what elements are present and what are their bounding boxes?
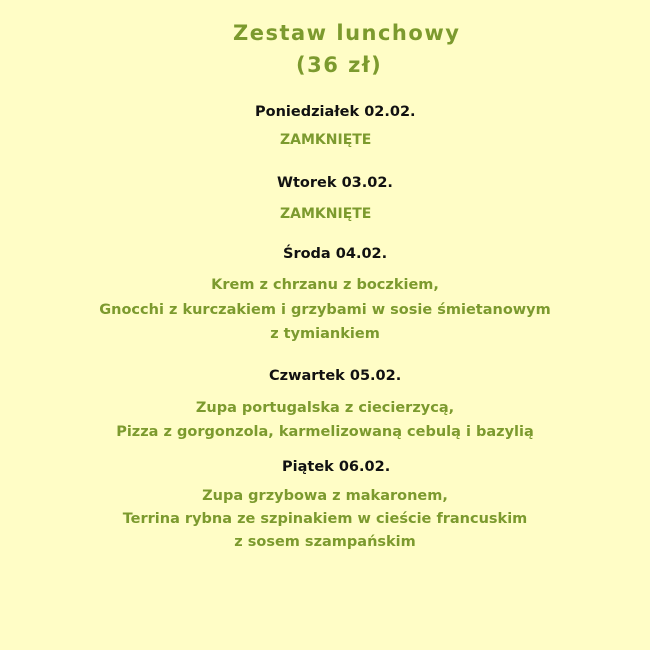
menu-title: Zestaw lunchowy <box>233 21 461 45</box>
day-wednesday-main: Gnocchi z kurczakiem i grzybami w sosie śmietanowym <box>99 302 551 318</box>
menu-price: (36 zł) <box>296 53 383 77</box>
day-monday-closed: ZAMKNIĘTE <box>280 132 372 148</box>
day-friday-main: Terrina rybna ze szpinakiem w cieście francuskim <box>122 511 528 527</box>
day-wednesday-soup: Krem z chrzanu z boczkiem, <box>211 277 439 293</box>
day-thursday-main: Pizza z gorgonzola, karmelizowaną cebulą i bazylią <box>116 424 534 440</box>
day-tuesday-closed: ZAMKNIĘTE <box>280 206 372 222</box>
day-friday-main-cont: z sosem szampańskim <box>234 534 416 550</box>
day-monday-label: Poniedziałek 02.02. <box>255 104 416 120</box>
day-thursday-soup: Zupa portugalska z ciecierzycą, <box>195 400 455 416</box>
day-tuesday-label: Wtorek 03.02. <box>277 175 393 191</box>
day-friday-soup: Zupa grzybowa z makaronem, <box>202 488 448 504</box>
day-wednesday-main-cont: z tymiankiem <box>270 326 380 342</box>
day-friday-label: Piątek 06.02. <box>282 459 391 475</box>
day-thursday-label: Czwartek 05.02. <box>269 368 402 384</box>
day-wednesday-label: Środa 04.02. <box>283 246 388 262</box>
